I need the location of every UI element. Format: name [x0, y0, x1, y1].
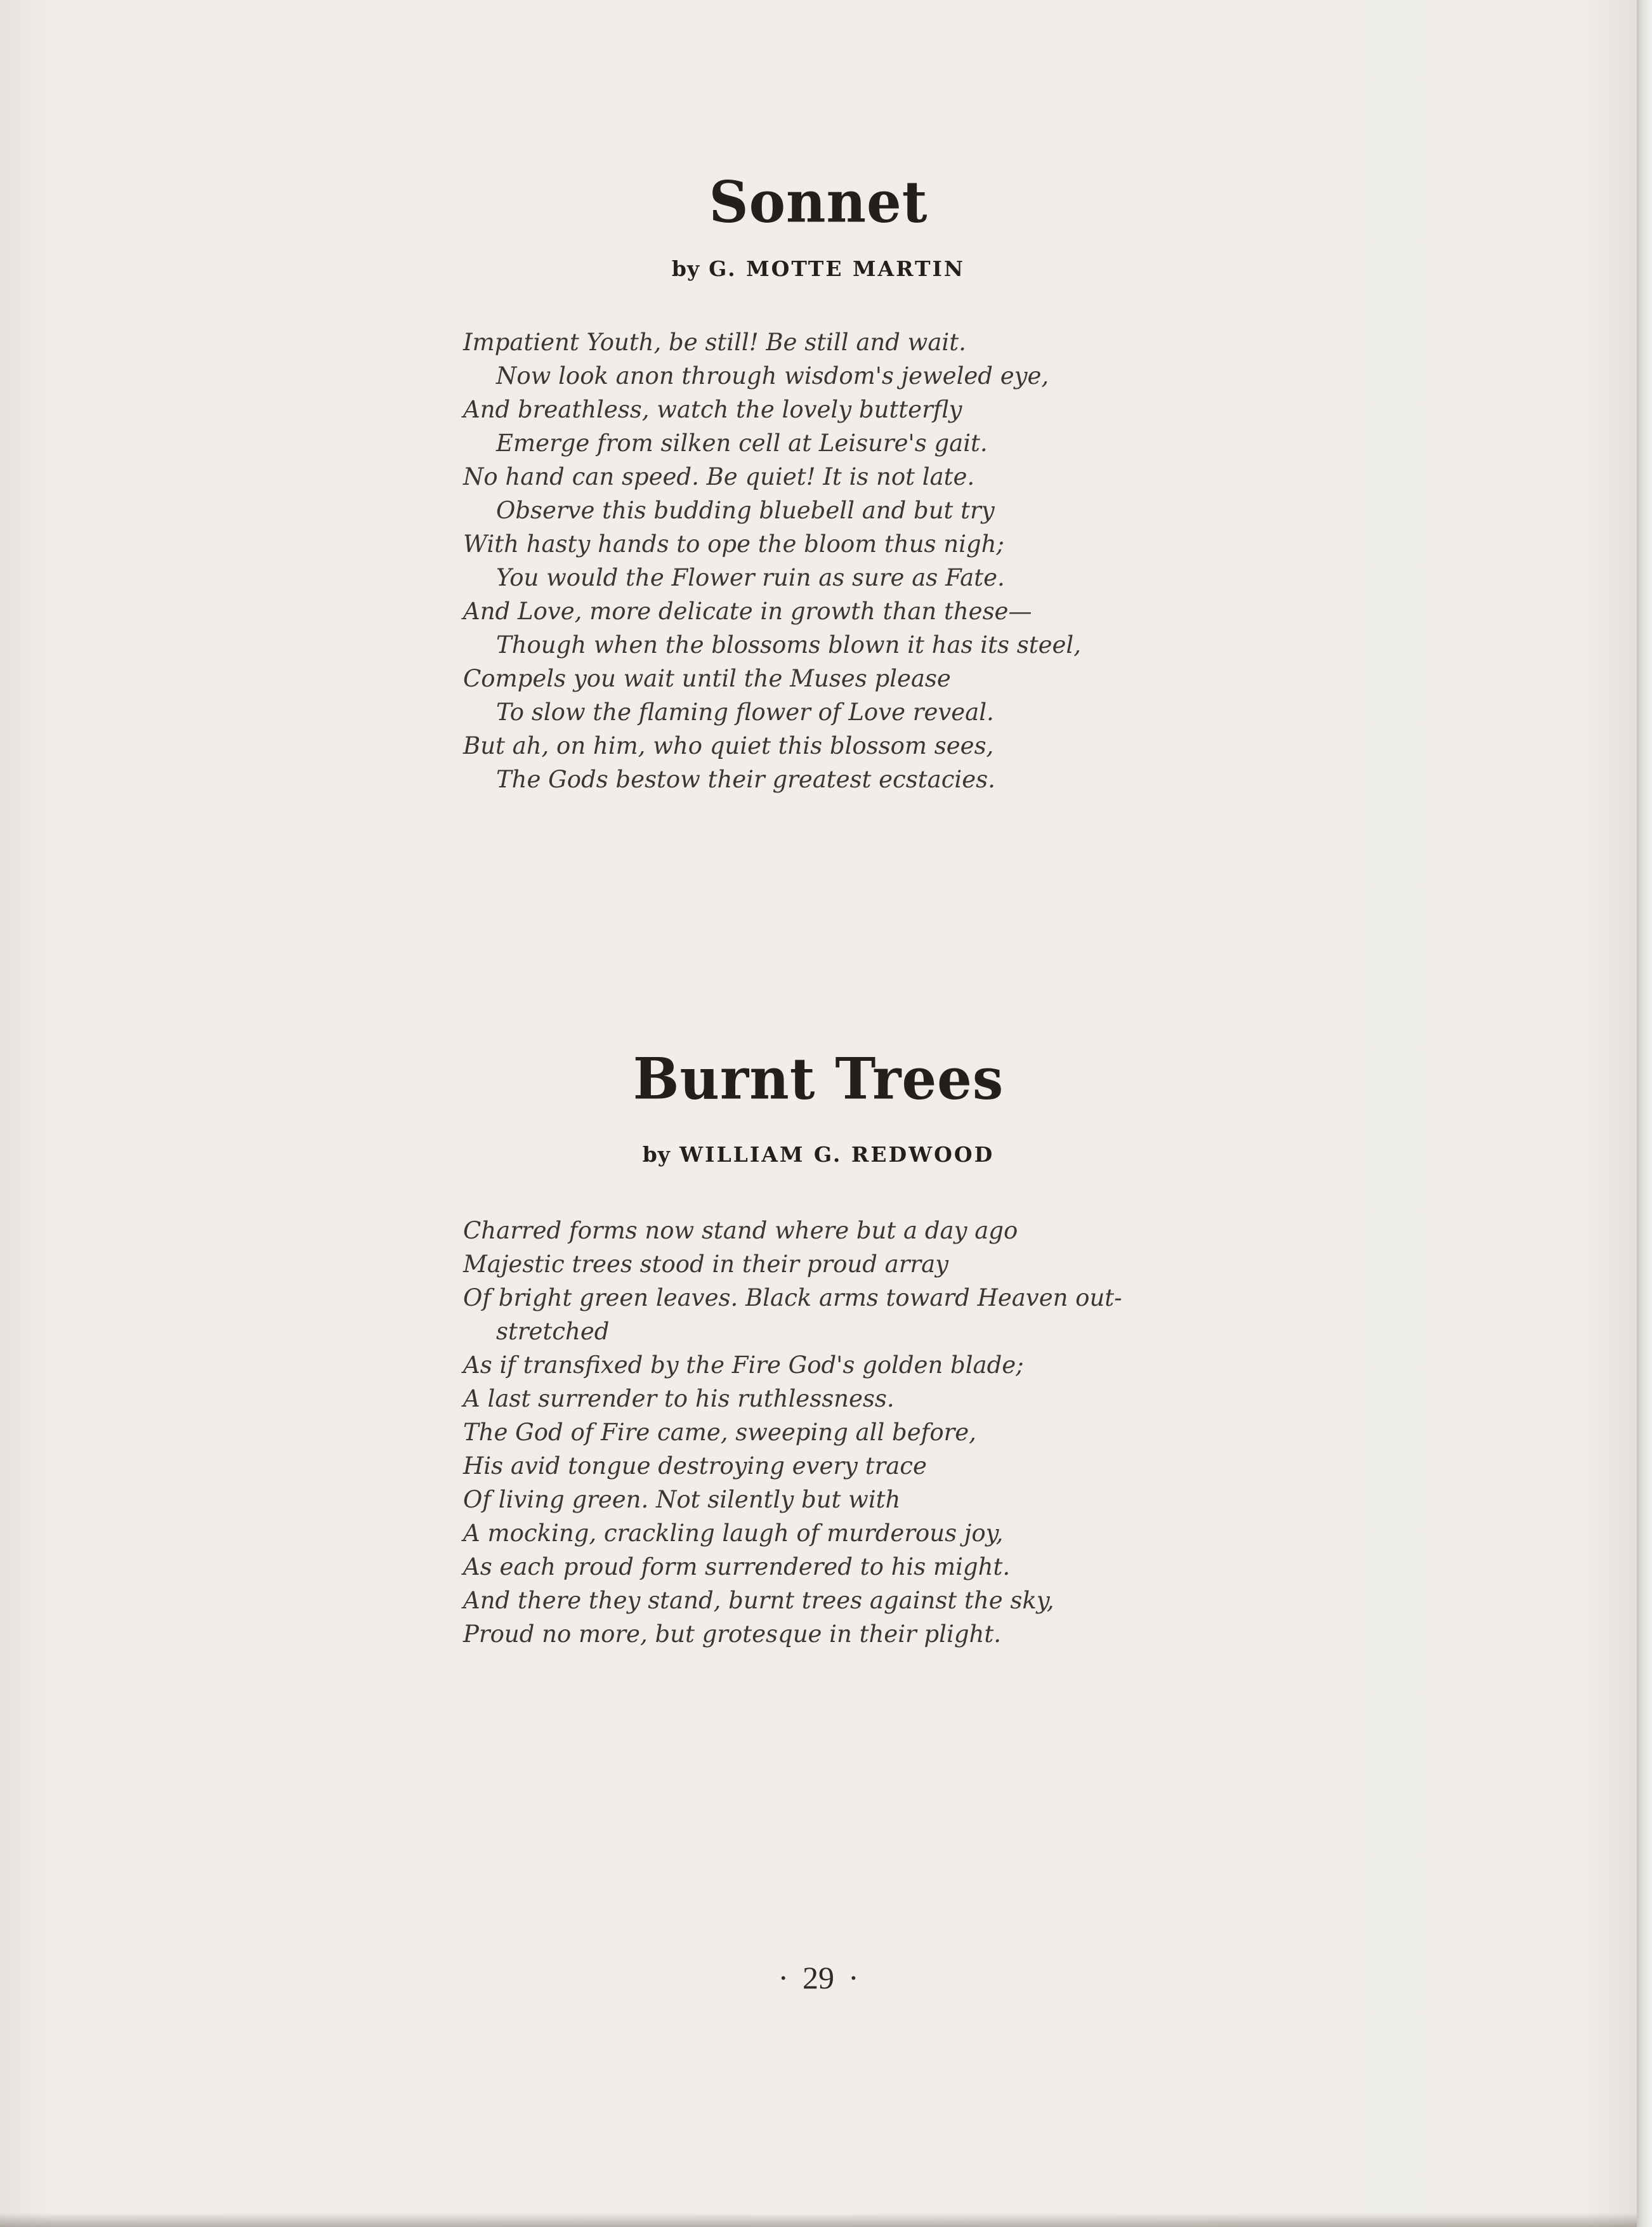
poem-line: And there they stand, burnt trees against the sky, [463, 1587, 1054, 1614]
poem-line: The God of Fire came, sweeping all before, [463, 1419, 976, 1446]
poem-line: Observe this budding bluebell and but try [496, 497, 995, 524]
burnt-trees-author: WILLIAM G. REDWOOD [679, 1142, 995, 1167]
sonnet-by-word: by [671, 256, 700, 281]
burnt-trees-by-word: by [642, 1142, 671, 1167]
poem-line: Of bright green leaves. Black arms toward Heaven out- [463, 1284, 1122, 1311]
burnt-trees-poem [463, 1214, 1122, 1651]
poem-line: Charred forms now stand where but a day ago [463, 1217, 1018, 1244]
poem-line: Compels you wait until the Muses please [463, 665, 951, 692]
poem-line: stretched [496, 1318, 610, 1345]
poem-line: You would the Flower ruin as sure as Fate. [496, 564, 1005, 591]
poem-line: And Love, more delicate in growth than these— [463, 598, 1032, 625]
page-number-dot-right: · [848, 1960, 859, 1995]
poem-line: A mocking, crackling laugh of murderous joy, [463, 1520, 1004, 1547]
poem-line: Of living green. Not silently but with [463, 1486, 901, 1513]
page-bottom-shadow [0, 2213, 1637, 2227]
sonnet-byline [0, 256, 1637, 281]
poem-line: Proud no more, but grotesque in their plight. [463, 1620, 1001, 1648]
sonnet-title: Sonnet [709, 168, 928, 236]
sonnet-poem [463, 325, 1081, 796]
page-edge [1637, 0, 1652, 2227]
poem-line: Emerge from silken cell at Leisure's gait. [496, 430, 988, 457]
sonnet-author: G. MOTTE MARTIN [709, 256, 966, 281]
poem-line: As if transfixed by the Fire God's golden blade; [463, 1351, 1024, 1379]
poem-line: And breathless, watch the lovely butterfly [463, 396, 962, 423]
poem-line: Now look anon through wisdom's jeweled eye, [496, 362, 1049, 390]
poem-line: Impatient Youth, be still! Be still and wait. [463, 329, 966, 356]
page-number-value: 29 [803, 1960, 834, 1995]
page-number-dot-left: · [778, 1960, 789, 1995]
poem-line: His avid tongue destroying every trace [463, 1452, 927, 1480]
burnt-trees-byline [0, 1142, 1637, 1167]
poem-line: A last surrender to his ruthlessness. [463, 1385, 895, 1412]
poem-line: The Gods bestow their greatest ecstacies. [496, 766, 995, 793]
poem-line: But ah, on him, who quiet this blossom sees, [463, 732, 994, 759]
poem-line: No hand can speed. Be quiet! It is not late. [463, 463, 975, 490]
poem-line: As each proud form surrendered to his might. [463, 1553, 1011, 1580]
page-number [0, 1959, 1637, 1996]
poem-line: To slow the flaming flower of Love reveal. [496, 699, 994, 726]
burnt-trees-title: Burnt Trees [633, 1045, 1004, 1113]
poem-line: With hasty hands to ope the bloom thus nigh; [463, 530, 1004, 558]
poem-line: Though when the blossoms blown it has its steel, [496, 631, 1081, 659]
poem-line: Majestic trees stood in their proud array [463, 1251, 949, 1278]
